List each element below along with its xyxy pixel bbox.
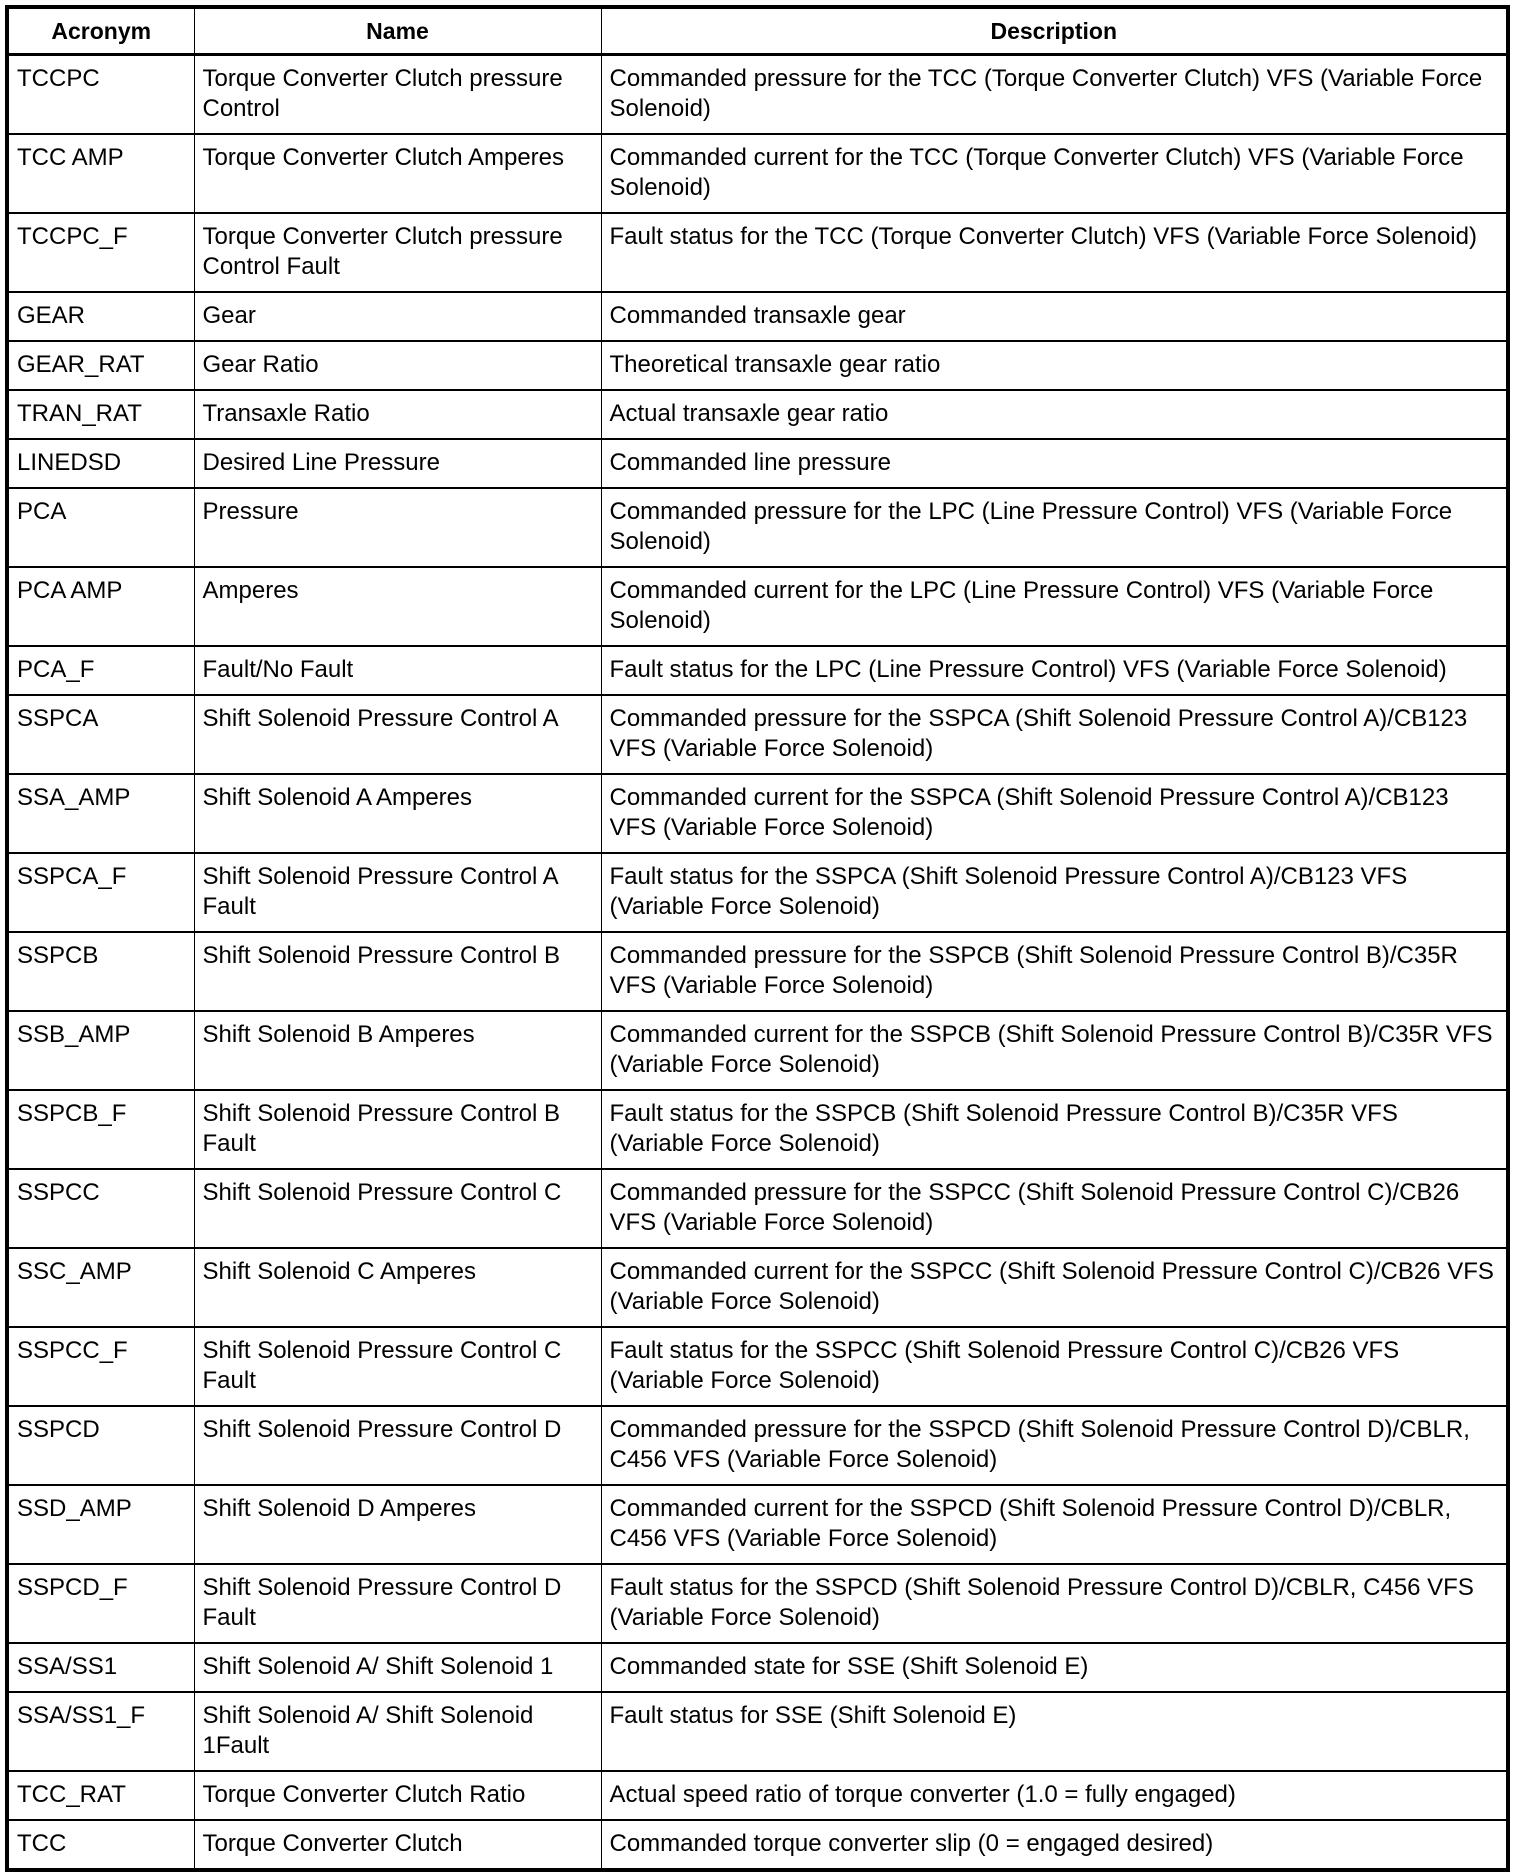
table-header-row — [7, 7, 1508, 55]
cell-description: Fault status for the SSPCB (Shift Solenoid Pressure Control B)/C35R VFS (Variable Force Solenoid) — [601, 1090, 1508, 1169]
table-row — [7, 134, 1508, 213]
cell-name: Shift Solenoid A/ Shift Solenoid 1 — [194, 1643, 601, 1692]
cell-name: Torque Converter Clutch Ratio — [194, 1771, 601, 1820]
cell-acronym: GEAR_RAT — [7, 341, 194, 390]
header-name: Name — [194, 7, 601, 55]
cell-name: Transaxle Ratio — [194, 390, 601, 439]
cell-description: Commanded pressure for the LPC (Line Pressure Control) VFS (Variable Force Solenoid) — [601, 488, 1508, 567]
header-acronym: Acronym — [7, 7, 194, 55]
table-row — [7, 774, 1508, 853]
cell-name: Torque Converter Clutch pressure Control — [194, 55, 601, 135]
cell-description: Fault status for the SSPCC (Shift Solenoid Pressure Control C)/CB26 VFS (Variable Force Solenoid) — [601, 1327, 1508, 1406]
cell-acronym: LINEDSD — [7, 439, 194, 488]
cell-acronym: SSA/SS1_F — [7, 1692, 194, 1771]
table-row — [7, 1169, 1508, 1248]
cell-name: Shift Solenoid Pressure Control B Fault — [194, 1090, 601, 1169]
cell-name: Torque Converter Clutch pressure Control Fault — [194, 213, 601, 292]
cell-description: Commanded pressure for the SSPCB (Shift Solenoid Pressure Control B)/C35R VFS (Variable Force Solenoid) — [601, 932, 1508, 1011]
table-row — [7, 1406, 1508, 1485]
cell-acronym: SSPCA_F — [7, 853, 194, 932]
table-row — [7, 488, 1508, 567]
cell-acronym: PCA AMP — [7, 567, 194, 646]
header-description: Description — [601, 7, 1508, 55]
table-row — [7, 1327, 1508, 1406]
cell-name: Pressure — [194, 488, 601, 567]
cell-description: Commanded current for the LPC (Line Pressure Control) VFS (Variable Force Solenoid) — [601, 567, 1508, 646]
cell-name: Shift Solenoid Pressure Control D Fault — [194, 1564, 601, 1643]
table-row — [7, 341, 1508, 390]
cell-acronym: SSPCB_F — [7, 1090, 194, 1169]
cell-description: Fault status for the SSPCA (Shift Solenoid Pressure Control A)/CB123 VFS (Variable Force Solenoid) — [601, 853, 1508, 932]
cell-description: Commanded pressure for the TCC (Torque Converter Clutch) VFS (Variable Force Solenoid) — [601, 55, 1508, 135]
cell-name: Shift Solenoid Pressure Control B — [194, 932, 601, 1011]
cell-name: Shift Solenoid Pressure Control A Fault — [194, 853, 601, 932]
cell-description: Commanded current for the SSPCA (Shift Solenoid Pressure Control A)/CB123 VFS (Variable Force Solenoid) — [601, 774, 1508, 853]
cell-description: Fault status for the LPC (Line Pressure Control) VFS (Variable Force Solenoid) — [601, 646, 1508, 695]
cell-name: Shift Solenoid Pressure Control A — [194, 695, 601, 774]
cell-name: Shift Solenoid B Amperes — [194, 1011, 601, 1090]
cell-description: Commanded current for the TCC (Torque Converter Clutch) VFS (Variable Force Solenoid) — [601, 134, 1508, 213]
table-row — [7, 646, 1508, 695]
cell-acronym: SSD_AMP — [7, 1485, 194, 1564]
cell-name: Shift Solenoid A Amperes — [194, 774, 601, 853]
cell-name: Shift Solenoid Pressure Control C Fault — [194, 1327, 601, 1406]
table-row — [7, 213, 1508, 292]
cell-acronym: SSA/SS1 — [7, 1643, 194, 1692]
cell-acronym: PCA — [7, 488, 194, 567]
cell-acronym: SSPCD — [7, 1406, 194, 1485]
cell-description: Commanded line pressure — [601, 439, 1508, 488]
cell-acronym: TCC AMP — [7, 134, 194, 213]
table-row — [7, 567, 1508, 646]
cell-acronym: GEAR — [7, 292, 194, 341]
cell-description: Fault status for the TCC (Torque Converter Clutch) VFS (Variable Force Solenoid) — [601, 213, 1508, 292]
cell-name: Gear — [194, 292, 601, 341]
table-row — [7, 1692, 1508, 1771]
cell-description: Commanded torque converter slip (0 = engaged desired) — [601, 1820, 1508, 1870]
table-row — [7, 1011, 1508, 1090]
cell-description: Commanded current for the SSPCC (Shift Solenoid Pressure Control C)/CB26 VFS (Variable Force Solenoid) — [601, 1248, 1508, 1327]
cell-description: Commanded current for the SSPCD (Shift Solenoid Pressure Control D)/CBLR, C456 VFS (Variable Force Solenoid) — [601, 1485, 1508, 1564]
cell-description: Commanded pressure for the SSPCA (Shift Solenoid Pressure Control A)/CB123 VFS (Variable Force Solenoid) — [601, 695, 1508, 774]
cell-acronym: SSC_AMP — [7, 1248, 194, 1327]
table-row — [7, 695, 1508, 774]
table-row — [7, 1820, 1508, 1870]
table-row — [7, 439, 1508, 488]
cell-name: Gear Ratio — [194, 341, 601, 390]
cell-name: Shift Solenoid A/ Shift Solenoid 1Fault — [194, 1692, 601, 1771]
cell-description: Actual speed ratio of torque converter (1.0 = fully engaged) — [601, 1771, 1508, 1820]
table-row — [7, 1643, 1508, 1692]
cell-name: Torque Converter Clutch — [194, 1820, 601, 1870]
cell-acronym: SSPCA — [7, 695, 194, 774]
table-row — [7, 853, 1508, 932]
cell-acronym: TRAN_RAT — [7, 390, 194, 439]
cell-description: Actual transaxle gear ratio — [601, 390, 1508, 439]
cell-acronym: SSPCC — [7, 1169, 194, 1248]
cell-description: Commanded pressure for the SSPCD (Shift Solenoid Pressure Control D)/CBLR, C456 VFS (Variable Force Solenoid) — [601, 1406, 1508, 1485]
table-row — [7, 1248, 1508, 1327]
table-row — [7, 932, 1508, 1011]
cell-description: Fault status for the SSPCD (Shift Solenoid Pressure Control D)/CBLR, C456 VFS (Variable Force Solenoid) — [601, 1564, 1508, 1643]
table-row — [7, 1771, 1508, 1820]
cell-name: Desired Line Pressure — [194, 439, 601, 488]
cell-description: Commanded pressure for the SSPCC (Shift Solenoid Pressure Control C)/CB26 VFS (Variable Force Solenoid) — [601, 1169, 1508, 1248]
cell-acronym: SSPCD_F — [7, 1564, 194, 1643]
table-row — [7, 55, 1508, 135]
table-row — [7, 1090, 1508, 1169]
cell-acronym: PCA_F — [7, 646, 194, 695]
cell-acronym: TCC — [7, 1820, 194, 1870]
cell-name: Torque Converter Clutch Amperes — [194, 134, 601, 213]
table-row — [7, 1485, 1508, 1564]
table-row — [7, 390, 1508, 439]
cell-acronym: SSB_AMP — [7, 1011, 194, 1090]
cell-description: Commanded current for the SSPCB (Shift Solenoid Pressure Control B)/C35R VFS (Variable Force Solenoid) — [601, 1011, 1508, 1090]
cell-name: Shift Solenoid Pressure Control C — [194, 1169, 601, 1248]
table-row — [7, 292, 1508, 341]
table-row — [7, 1564, 1508, 1643]
parameter-definitions-table — [5, 5, 1510, 1872]
cell-acronym: TCC_RAT — [7, 1771, 194, 1820]
cell-acronym: TCCPC — [7, 55, 194, 135]
cell-acronym: SSPCC_F — [7, 1327, 194, 1406]
cell-description: Commanded state for SSE (Shift Solenoid E) — [601, 1643, 1508, 1692]
cell-acronym: SSA_AMP — [7, 774, 194, 853]
cell-name: Shift Solenoid Pressure Control D — [194, 1406, 601, 1485]
cell-description: Fault status for SSE (Shift Solenoid E) — [601, 1692, 1508, 1771]
cell-acronym: TCCPC_F — [7, 213, 194, 292]
cell-description: Commanded transaxle gear — [601, 292, 1508, 341]
cell-name: Amperes — [194, 567, 601, 646]
cell-description: Theoretical transaxle gear ratio — [601, 341, 1508, 390]
cell-acronym: SSPCB — [7, 932, 194, 1011]
cell-name: Shift Solenoid D Amperes — [194, 1485, 601, 1564]
cell-name: Shift Solenoid C Amperes — [194, 1248, 601, 1327]
cell-name: Fault/No Fault — [194, 646, 601, 695]
